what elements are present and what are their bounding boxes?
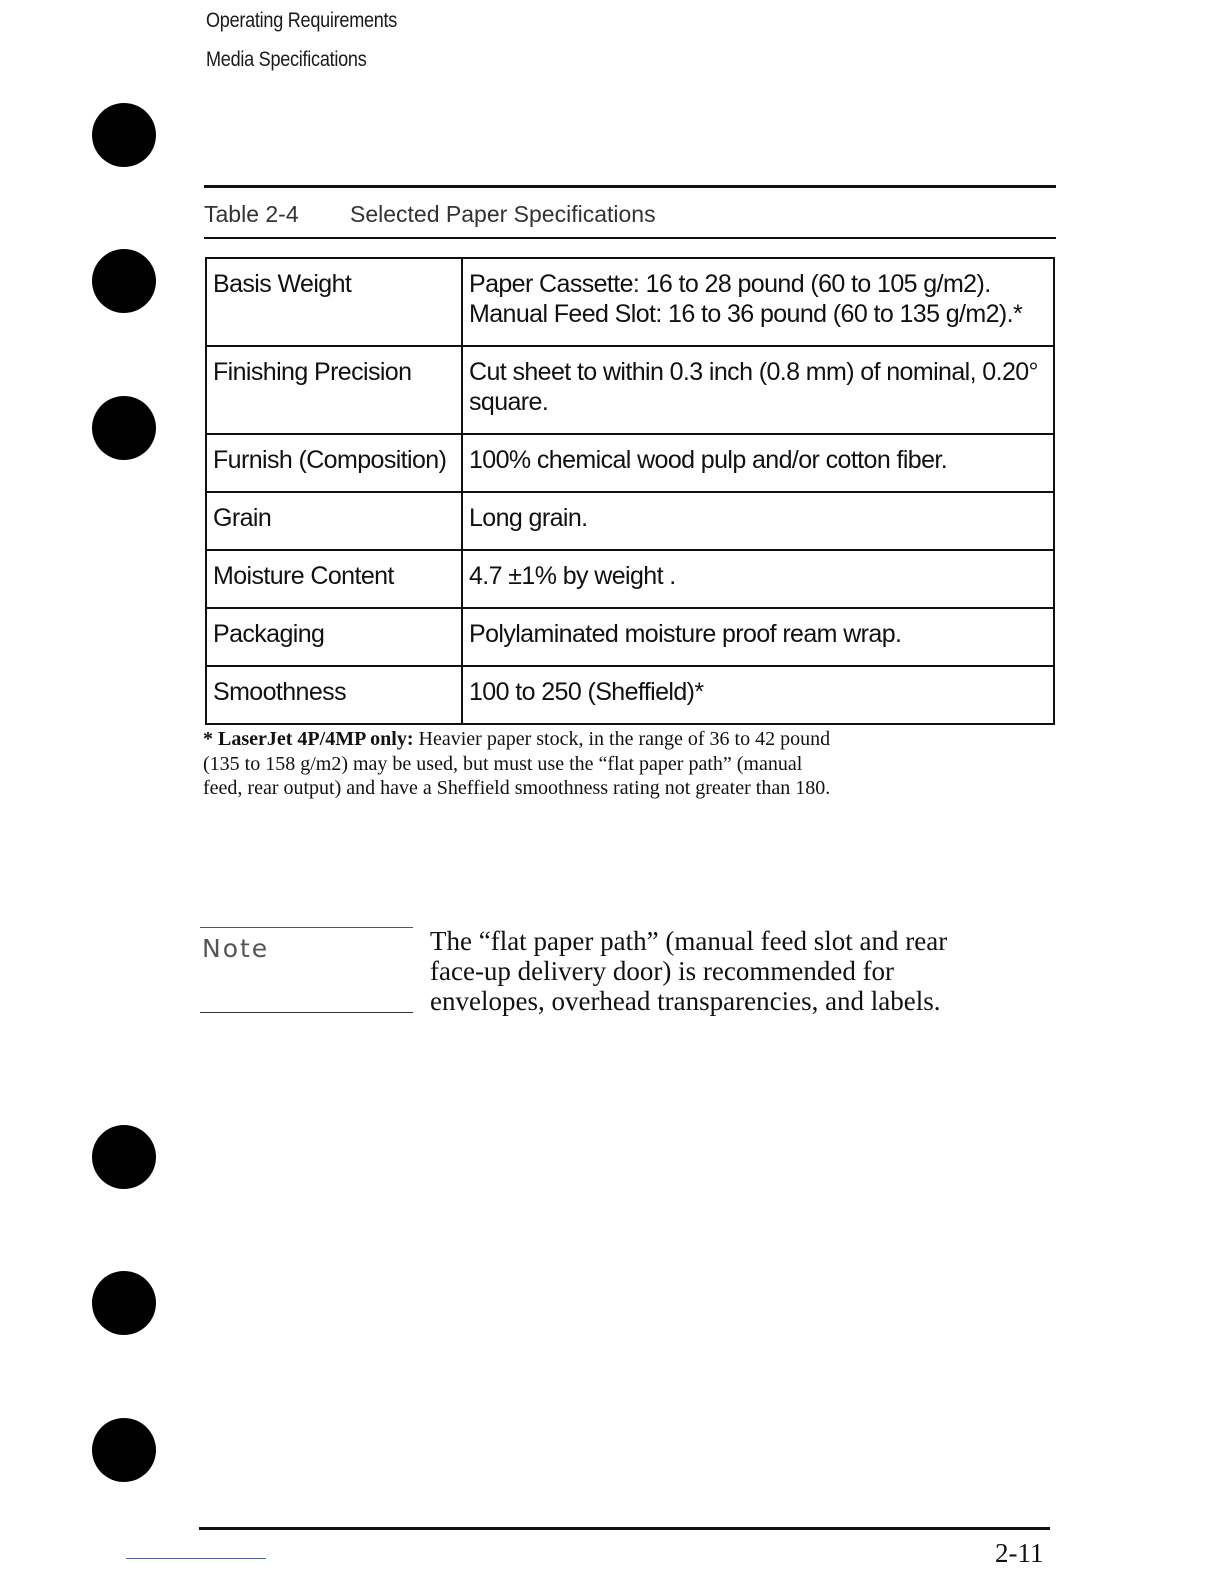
- punch-hole: [92, 1271, 156, 1335]
- footer-rule: [199, 1527, 1050, 1530]
- punch-hole: [92, 396, 156, 460]
- spec-value-line: 100 to 250 (Sheffield)*: [469, 678, 704, 706]
- spec-value-line: Paper Cassette: 16 to 28 pound (60 to 105 g/m2).: [469, 270, 991, 298]
- spec-value-line: Long grain.: [469, 504, 588, 532]
- table-caption: [204, 201, 656, 228]
- table-number: Table 2-4: [204, 201, 299, 227]
- spec-value-line: 100% chemical wood pulp and/or cotton fiber.: [469, 446, 948, 474]
- punch-hole: [92, 1125, 156, 1189]
- note-bottom-rule: [200, 1012, 413, 1013]
- punch-hole: [92, 249, 156, 313]
- spec-label: Packaging: [206, 608, 462, 666]
- footnote-lead: * LaserJet 4P/4MP only:: [203, 728, 414, 750]
- note-line: face-up delivery door) is recommended for: [430, 956, 895, 986]
- spec-label: Smoothness: [206, 666, 462, 724]
- spec-value: [462, 608, 1054, 666]
- footnote-line: (135 to 158 g/m2) may be used, but must use the “flat paper path” (manual: [203, 752, 803, 775]
- paper-spec-table: [205, 257, 1055, 725]
- table-row: [206, 666, 1054, 724]
- spec-value: [462, 258, 1054, 346]
- table-row: [206, 258, 1054, 346]
- spec-value-line: 4.7 ±1% by weight .: [469, 562, 676, 590]
- table-row: [206, 492, 1054, 550]
- table-row: [206, 434, 1054, 492]
- page-number: 2-11: [995, 1538, 1044, 1568]
- note-top-rule: [200, 927, 413, 928]
- spec-value: [462, 492, 1054, 550]
- spec-value: [462, 550, 1054, 608]
- spec-value-line: Polylaminated moisture proof ream wrap.: [469, 620, 902, 648]
- note-line: The “flat paper path” (manual feed slot and rear: [430, 926, 948, 956]
- spec-label: Basis Weight: [206, 258, 462, 346]
- running-header-section: Operating Requirements: [206, 9, 398, 32]
- spec-value-line: Manual Feed Slot: 16 to 36 pound (60 to 135 g/m2).*: [469, 300, 1023, 328]
- bottom-link-underline: [126, 1558, 266, 1559]
- table-row: [206, 550, 1054, 608]
- running-header-subsection: Media Specifications: [206, 48, 367, 71]
- spec-value: [462, 434, 1054, 492]
- note-label: Note: [202, 934, 270, 963]
- spec-label: Moisture Content: [206, 550, 462, 608]
- spec-label: Furnish (Composition): [206, 434, 462, 492]
- spec-label: Grain: [206, 492, 462, 550]
- spec-value: [462, 346, 1054, 434]
- caption-bottom-rule: [204, 237, 1056, 239]
- caption-top-rule: [204, 185, 1056, 188]
- table-title: Selected Paper Specifications: [350, 201, 656, 227]
- punch-hole: [92, 1418, 156, 1482]
- punch-hole: [92, 103, 156, 167]
- note-text: [430, 926, 1070, 1016]
- spec-value-line: square.: [469, 388, 549, 416]
- table-row: [206, 346, 1054, 434]
- note-line: envelopes, overhead transparencies, and labels.: [430, 986, 941, 1016]
- spec-label: Finishing Precision: [206, 346, 462, 434]
- footnote-line: Heavier paper stock, in the range of 36 to 42 pound: [418, 728, 831, 750]
- footnote-line: feed, rear output) and have a Sheffield smoothness rating not greater than 180.: [203, 777, 831, 799]
- spec-value: [462, 666, 1054, 724]
- spec-value-line: Cut sheet to within 0.3 inch (0.8 mm) of nominal, 0.20°: [469, 358, 1038, 386]
- table-row: [206, 608, 1054, 666]
- table-footnote: [203, 727, 1023, 801]
